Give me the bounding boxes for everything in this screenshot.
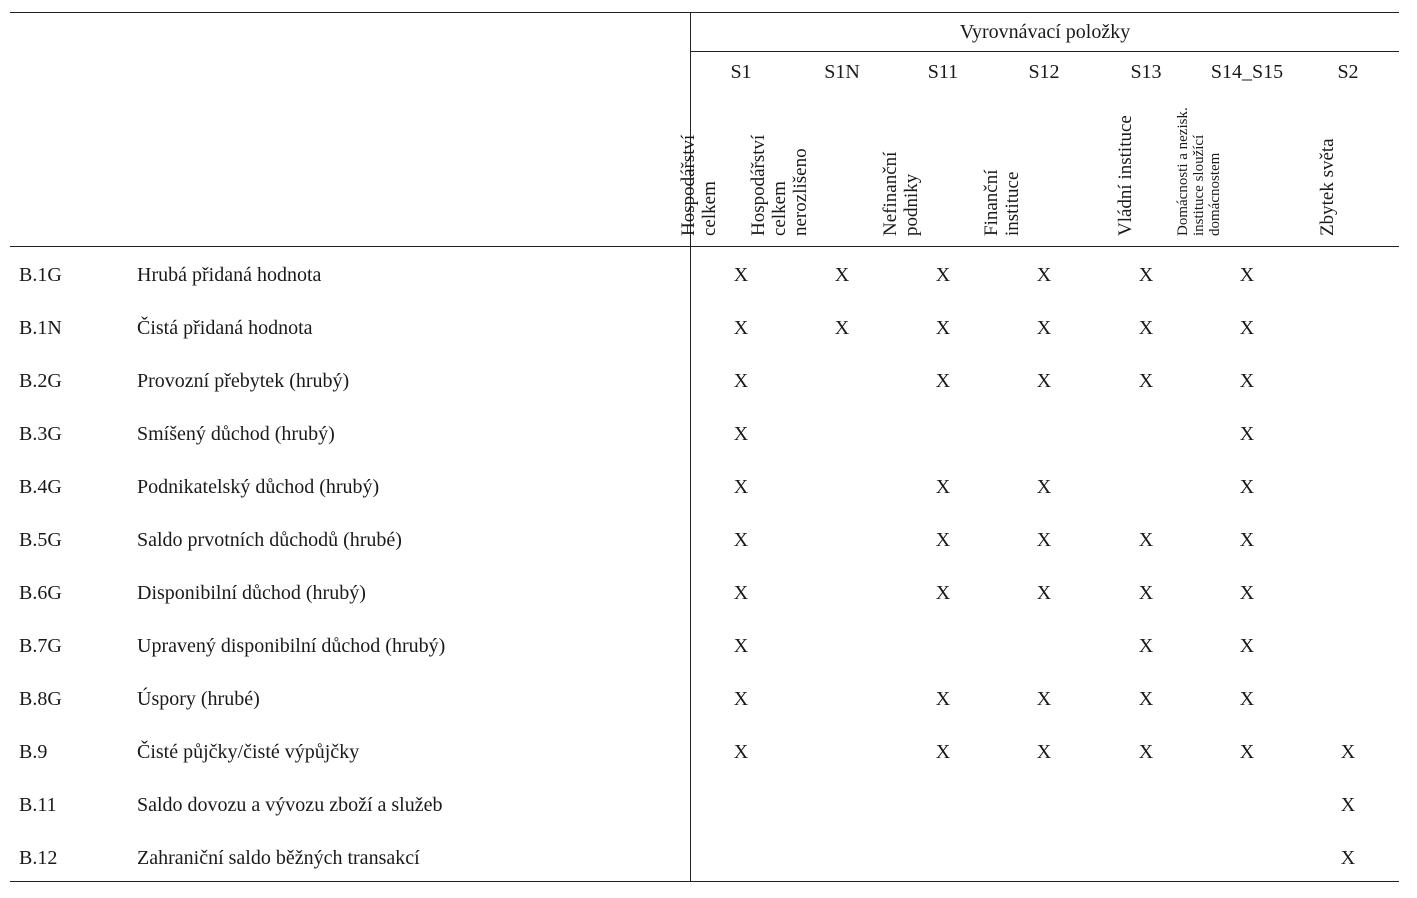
column-label-s12 — [981, 170, 1023, 237]
cell-mark-s13: X — [1138, 688, 1154, 710]
column-label-line: Hospodářství — [747, 134, 769, 236]
cell-mark-s14_s15: X — [1239, 635, 1255, 657]
cell-mark-s13: X — [1138, 741, 1154, 763]
row-code: B.11 — [19, 794, 57, 816]
row-label: Saldo prvotních důchodů (hrubé) — [137, 529, 402, 551]
column-label-s11 — [880, 152, 922, 236]
column-label-line: domácnostem — [1207, 152, 1223, 236]
cell-mark-s11: X — [935, 317, 951, 339]
cell-mark-s1: X — [733, 370, 749, 392]
cell-mark-s1: X — [733, 423, 749, 445]
cell-mark-s14_s15: X — [1239, 582, 1255, 604]
cell-mark-s14_s15: X — [1239, 370, 1255, 392]
column-label-s1n — [748, 135, 811, 236]
column-label-s1 — [678, 135, 720, 236]
cell-mark-s13: X — [1138, 264, 1154, 286]
cell-mark-s12: X — [1036, 582, 1052, 604]
cell-mark-s14_s15: X — [1239, 317, 1255, 339]
row-label: Podnikatelský důchod (hrubý) — [137, 476, 380, 498]
column-code-s1: S1 — [730, 61, 752, 83]
row-label: Čisté půjčky/čisté výpůjčky — [137, 741, 360, 763]
cell-mark-s14_s15: X — [1239, 688, 1255, 710]
row-code: B.9 — [19, 741, 48, 763]
row-code: B.7G — [19, 635, 62, 657]
cell-mark-s12: X — [1036, 529, 1052, 551]
column-label-line: Nefinanční — [880, 151, 901, 236]
column-label-line: celkem — [699, 181, 720, 236]
column-label-line: podniky — [901, 173, 922, 236]
cell-mark-s1: X — [733, 688, 749, 710]
column-label-line: Finanční — [981, 169, 1002, 236]
cell-mark-s14_s15: X — [1239, 423, 1255, 445]
column-label-line: Domácnosti a nezisk. — [1175, 107, 1191, 236]
cell-mark-s11: X — [935, 264, 951, 286]
header-bottom-rule — [10, 246, 1399, 247]
cell-mark-s12: X — [1036, 688, 1052, 710]
cell-mark-s14_s15: X — [1239, 741, 1255, 763]
cell-mark-s1: X — [733, 264, 749, 286]
column-code-s14_s15: S14_S15 — [1210, 61, 1284, 83]
column-label-line: nerozlišeno — [789, 148, 811, 236]
row-label: Čistá přidaná hodnota — [137, 317, 313, 339]
row-code: B.3G — [19, 423, 62, 445]
column-label-line: instituce — [1002, 171, 1023, 236]
table-bottom-rule — [10, 881, 1399, 882]
cell-mark-s2: X — [1340, 794, 1356, 816]
cell-mark-s1: X — [733, 529, 749, 551]
cell-mark-s12: X — [1036, 317, 1052, 339]
row-label: Saldo dovozu a vývozu zboží a služeb — [137, 794, 443, 816]
column-label-line: Zbytek světa — [1316, 138, 1338, 236]
row-code: B.1G — [19, 264, 62, 286]
cell-mark-s2: X — [1340, 847, 1356, 869]
row-label: Upravený disponibilní důchod (hrubý) — [137, 635, 446, 657]
cell-mark-s11: X — [935, 582, 951, 604]
row-label: Disponibilní důchod (hrubý) — [137, 582, 366, 604]
column-code-s11: S11 — [927, 61, 959, 83]
row-label: Zahraniční saldo běžných transakcí — [137, 847, 420, 869]
cell-mark-s1: X — [733, 635, 749, 657]
cell-mark-s14_s15: X — [1239, 529, 1255, 551]
cell-mark-s1n: X — [834, 317, 850, 339]
row-label: Smíšený důchod (hrubý) — [137, 423, 335, 445]
row-code: B.8G — [19, 688, 62, 710]
cell-mark-s12: X — [1036, 741, 1052, 763]
column-code-s13: S13 — [1130, 61, 1162, 83]
column-label-line: celkem — [768, 181, 790, 236]
cell-mark-s13: X — [1138, 317, 1154, 339]
cell-mark-s13: X — [1138, 529, 1154, 551]
cell-mark-s12: X — [1036, 264, 1052, 286]
row-code: B.6G — [19, 582, 62, 604]
table-top-rule — [10, 12, 1399, 13]
cell-mark-s1: X — [733, 741, 749, 763]
row-label: Úspory (hrubé) — [137, 688, 260, 710]
column-label-s2 — [1317, 138, 1338, 236]
cell-mark-s12: X — [1036, 370, 1052, 392]
cell-mark-s14_s15: X — [1239, 264, 1255, 286]
group-title: Vyrovnávací položky — [959, 21, 1131, 43]
column-label-line: Vládní instituce — [1114, 115, 1136, 236]
row-label: Provozní přebytek (hrubý) — [137, 370, 350, 392]
header-group-rule — [691, 51, 1399, 52]
row-code: B.2G — [19, 370, 62, 392]
cell-mark-s11: X — [935, 529, 951, 551]
column-label-line: instituce sloužící — [1191, 134, 1207, 236]
cell-mark-s12: X — [1036, 476, 1052, 498]
cell-mark-s14_s15: X — [1239, 476, 1255, 498]
column-label-s13 — [1115, 115, 1136, 236]
column-label-line: Hospodářství — [678, 134, 699, 236]
row-code: B.12 — [19, 847, 58, 869]
row-code: B.1N — [19, 317, 62, 339]
cell-mark-s11: X — [935, 370, 951, 392]
cell-mark-s13: X — [1138, 582, 1154, 604]
cell-mark-s1: X — [733, 476, 749, 498]
cell-mark-s1n: X — [834, 264, 850, 286]
row-code: B.4G — [19, 476, 62, 498]
cell-mark-s11: X — [935, 476, 951, 498]
column-code-s1n: S1N — [824, 61, 860, 83]
cell-mark-s1: X — [733, 317, 749, 339]
row-label: Hrubá přidaná hodnota — [137, 264, 322, 286]
cell-mark-s13: X — [1138, 635, 1154, 657]
row-code: B.5G — [19, 529, 62, 551]
cell-mark-s11: X — [935, 741, 951, 763]
column-code-s2: S2 — [1337, 61, 1359, 83]
cell-mark-s13: X — [1138, 370, 1154, 392]
cell-mark-s2: X — [1340, 741, 1356, 763]
cell-mark-s11: X — [935, 688, 951, 710]
cell-mark-s1: X — [733, 582, 749, 604]
column-label-s14_s15 — [1175, 107, 1223, 236]
column-code-s12: S12 — [1028, 61, 1060, 83]
